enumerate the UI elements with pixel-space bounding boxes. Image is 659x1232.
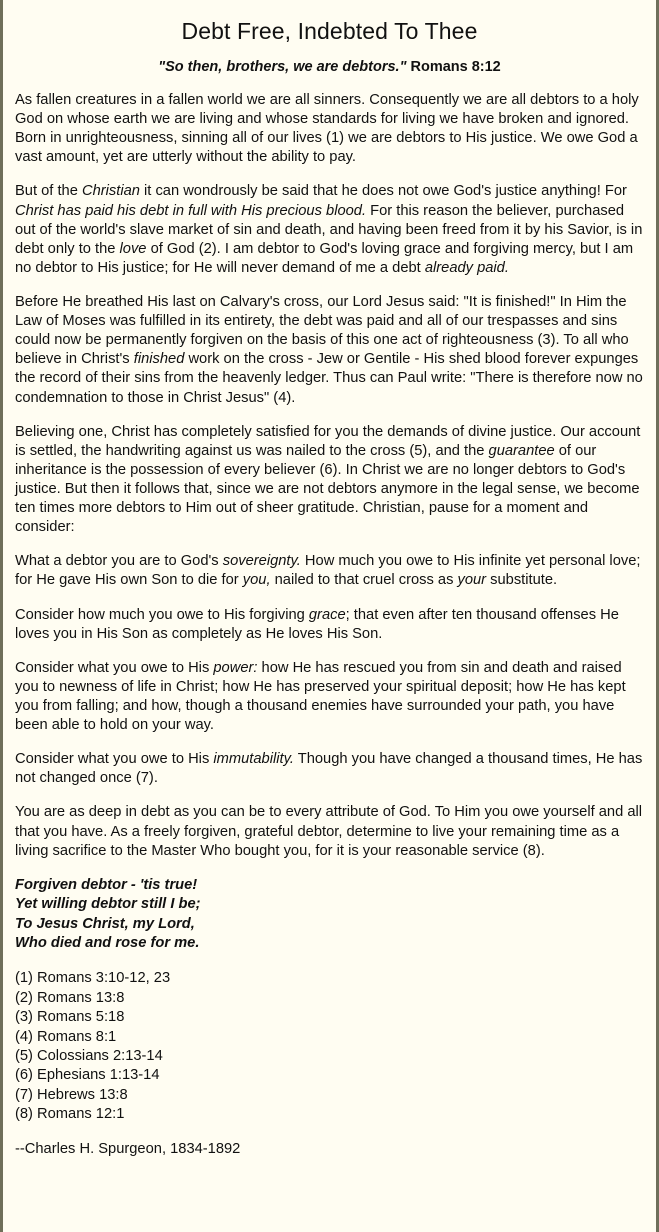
author-signature: --Charles H. Spurgeon, 1834-1892 — [15, 1140, 241, 1157]
poem-line: Yet willing debtor still I be; — [15, 896, 201, 913]
text-run: substitute. — [486, 572, 558, 589]
emphasis-text: grace — [308, 606, 346, 623]
text-run: How much you owe to His infinite yet personal love; for He gave His own Son to die for — [15, 553, 641, 589]
text-run: For this reason the believer, purchased out of the world's slave market of sin and death, and having been freed from it by his Savior, is in debt only to the — [15, 202, 643, 257]
paragraph — [15, 606, 644, 644]
footnote-item: (4) Romans 8:1 — [15, 1028, 117, 1045]
footnote-item: (2) Romans 13:8 — [15, 989, 125, 1006]
paragraph — [15, 803, 644, 860]
text-run: work on the cross - Jew or Gentile - His shed blood forever expunges the record of their sins from the heavenly ledger. Thus can Paul write: "There is therefore now no condemnation to those in Christ Jesus" (4). — [15, 351, 643, 406]
paragraph — [15, 750, 644, 788]
epigraph-quote: "So then, brothers, we are debtors." — [158, 59, 407, 75]
footnote-list — [15, 969, 644, 1124]
poem-line: Who died and rose for me. — [15, 934, 200, 951]
paragraph — [15, 659, 644, 735]
footnote-item: (8) Romans 12:1 — [15, 1106, 125, 1123]
page-title: Debt Free, Indebted To Thee — [181, 18, 478, 44]
footnote-item: (1) Romans 3:10-12, 23 — [15, 970, 171, 987]
paragraph — [15, 552, 644, 590]
text-run: What a debtor you are to God's — [15, 553, 223, 570]
text-run: nailed to that cruel cross as — [270, 572, 458, 589]
text-run: You are as deep in debt as you can be to every attribute of God. To Him you owe yourself and all that you have. As a freely forgiven, grateful debtor, determine to live your remaining time as a living sacrifice to the Master Who bought you, for it is your reasonable service (8). — [15, 804, 643, 859]
emphasis-text: finished — [133, 351, 185, 368]
emphasis-text: sovereignty. — [222, 553, 301, 570]
text-run: Consider what you owe to His — [15, 751, 214, 768]
text-run: how He has rescued you from sin and death and raised you to newness of life in Christ; how He has preserved your spiritual deposit; how He has kept you from falling; and how, though a thousand enemies have surrounded your path, you have been able to hold on your way. — [15, 659, 626, 734]
emphasis-text: already paid. — [424, 259, 509, 276]
text-run: it can wondrously be said that he does not owe God's justice anything! For — [139, 183, 627, 200]
emphasis-text: Christian — [81, 183, 140, 200]
paragraph — [15, 423, 644, 538]
emphasis-text: immutability. — [213, 751, 294, 768]
footnote-item: (6) Ephesians 1:13-14 — [15, 1067, 160, 1084]
text-run: of our inheritance is the possession of every believer (6). In Christ we are no longer debtors to God's justice. But then it follows that, since we are not debtors anymore in the legal sense, we become ten times more debtors to Him out of sheer gratitude. Christian, pause for a moment and consider: — [15, 442, 640, 536]
paragraph — [15, 91, 644, 167]
emphasis-text: Christ has paid his debt in full with His precious blood. — [15, 202, 367, 219]
footnote-item: (7) Hebrews 13:8 — [15, 1086, 128, 1103]
emphasis-text: love — [119, 240, 147, 257]
emphasis-text: your — [457, 572, 487, 589]
article-paragraphs — [15, 91, 644, 861]
text-run: As fallen creatures in a fallen world we are all sinners. Consequently we are all debtors to a holy God on whose earth we are living and whose standards for living we have broken and ignored. Born in unrighteousness, sinning all of our lives (1) we are debtors to His justice. We owe God a vast amount, yet are utterly without the ability to pay. — [15, 92, 639, 166]
text-run: Consider how much you owe to His forgiving — [15, 606, 309, 623]
document-body — [3, 0, 656, 1177]
footnote-item: (3) Romans 5:18 — [15, 1009, 125, 1026]
poem-line: To Jesus Christ, my Lord, — [15, 915, 195, 932]
text-run: But of the — [15, 183, 82, 200]
text-run: Before He breathed His last on Calvary's cross, our Lord Jesus said: "It is finished!" In Him the Law of Moses was fulfilled in its entirety, the debt was paid and all of our trespasses and sins could now be permanently forgiven on the basis of this one act of righteousness (3). To all who believe in Christ's — [15, 293, 629, 368]
emphasis-text: power: — [213, 659, 258, 676]
text-run: Believing one, Christ has completely satisfied for you the demands of divine justice. Our account is settled, the handwriting against us was nailed to the cross (5), and the — [15, 423, 641, 459]
closing-poem — [15, 876, 644, 954]
text-run: Though you have changed a thousand times, He has not changed once (7). — [15, 751, 643, 787]
text-run: ; that even after ten thousand offenses He loves you in His Son as completely as He loves His Son. — [15, 606, 619, 642]
paragraph — [15, 293, 644, 408]
emphasis-text: you, — [242, 572, 271, 589]
emphasis-text: guarantee — [488, 442, 555, 459]
epigraph — [15, 59, 644, 75]
paragraph — [15, 182, 644, 278]
poem-line: Forgiven debtor - 'tis true! — [15, 876, 198, 893]
epigraph-reference: Romans 8:12 — [410, 59, 501, 75]
text-run: Consider what you owe to His — [15, 659, 214, 676]
footnote-item: (5) Colossians 2:13-14 — [15, 1047, 163, 1064]
text-run: of God (2). I am debtor to God's loving grace and forgiving mercy, but I am no debtor to His justice; for He will never demand of me a debt — [15, 240, 634, 276]
